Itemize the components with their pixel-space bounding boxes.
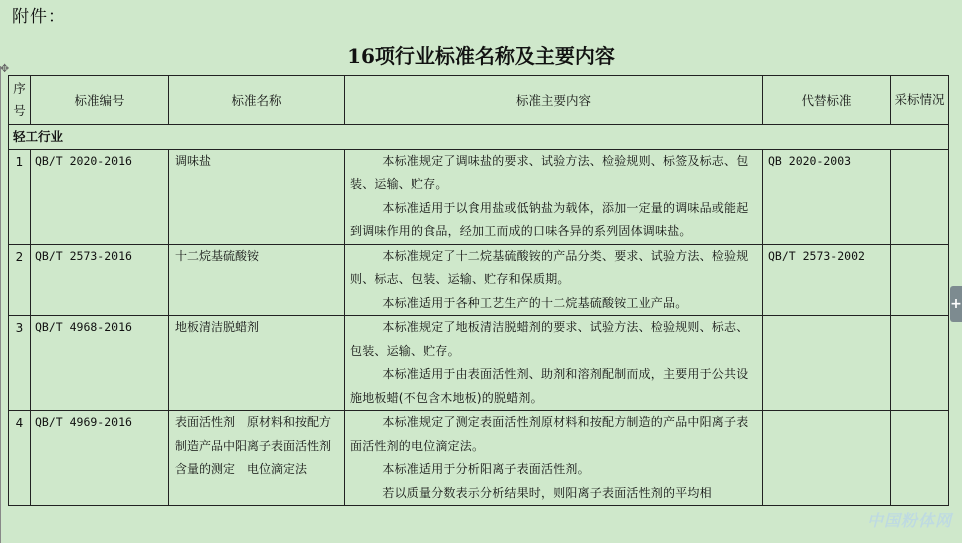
category-label: 轻工行业 <box>9 125 949 150</box>
header-content: 标准主要内容 <box>345 76 763 125</box>
row-adopted <box>891 149 949 244</box>
page-title: 16项行业标准名称及主要内容 <box>347 44 615 68</box>
header-std-no: 标准编号 <box>31 76 169 125</box>
watermark-logo: 中国粉体网 <box>866 511 952 530</box>
header-adopted: 采标情况 <box>891 76 949 125</box>
content-paragraph: 本标准适用于分析阳离子表面活性剂。 <box>382 462 590 476</box>
table-row <box>9 149 949 244</box>
row-content <box>345 244 763 316</box>
row-adopted <box>891 411 949 506</box>
row-adopted <box>891 244 949 316</box>
content-paragraph: 本标准规定了测定表面活性剂原材料和按配方制造的产品中阳离子表面活性剂的电位滴定法。 <box>350 415 749 453</box>
content-paragraph: 本标准规定了调味盐的要求、试验方法、检验规则、标签及标志、包装、运输、贮存。 <box>350 153 749 191</box>
expand-tab-button[interactable]: + <box>950 286 962 322</box>
content-paragraph: 本标准规定了十二烷基硫酸铵的产品分类、要求、试验方法、检验规则、标志、包装、运输、贮存和保质期。 <box>350 248 749 286</box>
header-std-name: 标准名称 <box>169 76 345 125</box>
content-paragraph: 本标准适用于各种工艺生产的十二烷基硫酸铵工业产品。 <box>382 295 688 310</box>
sheet-left-border <box>0 66 1 543</box>
content-paragraph: 本标准规定了地板清洁脱蜡剂的要求、试验方法、检验规则、标志、包装、运输、贮存。 <box>350 320 749 358</box>
row-replaced <box>763 316 891 411</box>
row-content <box>345 316 763 411</box>
row-std-name: 十二烷基硫酸铵 <box>169 244 345 316</box>
row-std-no: QB/T 2020-2016 <box>31 149 169 244</box>
row-content <box>345 149 763 244</box>
row-std-name: 表面活性剂 原材料和按配方制造产品中阳离子表面活性剂含量的测定 电位滴定法 <box>169 411 345 506</box>
row-seq: 4 <box>9 411 31 506</box>
header-replaced: 代替标准 <box>763 76 891 125</box>
category-row <box>9 125 949 150</box>
row-replaced: QB/T 2573-2002 <box>763 244 891 316</box>
table-row <box>9 244 949 316</box>
row-std-no: QB/T 4969-2016 <box>31 411 169 506</box>
row-std-name: 地板清洁脱蜡剂 <box>169 316 345 411</box>
content-paragraph: 本标准适用于以食用盐或低钠盐为载体，添加一定量的调味品或能起到调味作用的食品，经加工而成的口味各异的系列固体调味盐。 <box>350 200 749 238</box>
row-std-no: QB/T 2573-2016 <box>31 244 169 316</box>
selection-handle-icon[interactable]: ✥ <box>0 62 10 75</box>
row-seq: 3 <box>9 316 31 411</box>
content-paragraph: 若以质量分数表示分析结果时，则阳离子表面活性剂的平均相 <box>382 485 712 500</box>
row-std-no: QB/T 4968-2016 <box>31 316 169 411</box>
content-paragraph: 本标准适用于由表面活性剂、助剂和溶剂配制而成，主要用于公共设施地板蜡(不包含木地板)的脱蜡剂。 <box>350 367 749 405</box>
row-seq: 2 <box>9 244 31 316</box>
standards-table <box>8 75 949 506</box>
row-std-name: 调味盐 <box>169 149 345 244</box>
attachment-label: 附件： <box>12 7 66 27</box>
table-row <box>9 411 949 506</box>
row-content <box>345 411 763 506</box>
row-adopted <box>891 316 949 411</box>
header-seq: 序号 <box>9 76 31 125</box>
row-replaced <box>763 411 891 506</box>
row-seq: 1 <box>9 149 31 244</box>
row-replaced: QB 2020-2003 <box>763 149 891 244</box>
table-row <box>9 316 949 411</box>
table-header-row <box>9 76 949 125</box>
